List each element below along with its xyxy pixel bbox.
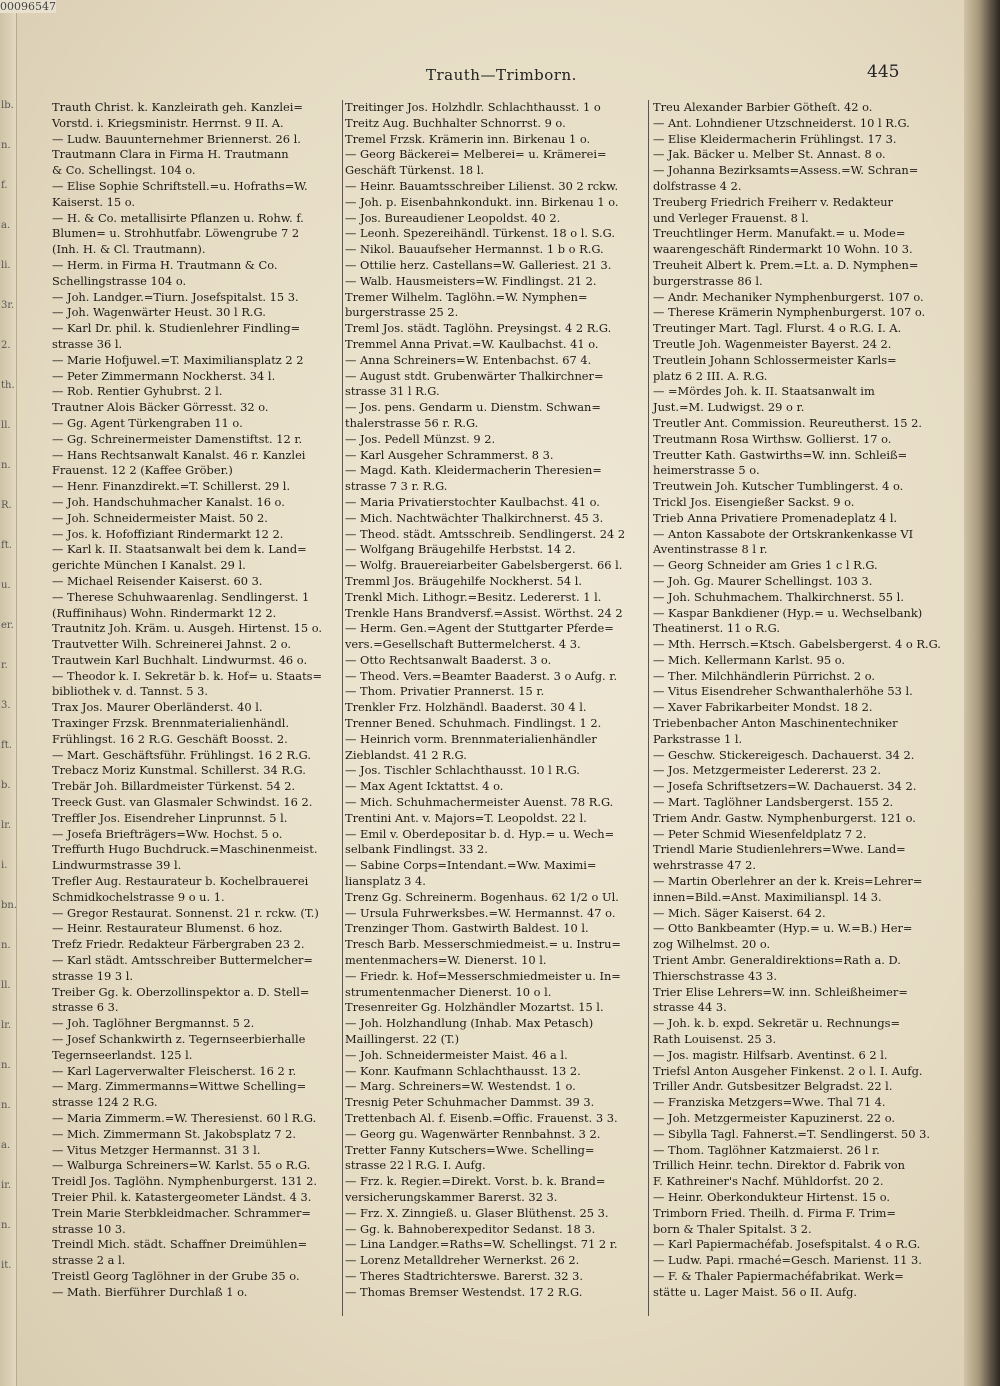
directory-subentry: — Theod. Vers.=Beamter Baaderst. 3 o Aufg. r. bbox=[345, 668, 618, 683]
directory-entry: Trenkle Hans Brandversf.=Assist. Wörthst. 24 2 bbox=[345, 605, 623, 620]
directory-subentry: — Xaver Fabrikarbeiter Mondst. 18 2. bbox=[653, 700, 873, 715]
previous-page-fragment: r. bbox=[1, 660, 8, 671]
directory-entry: Frühlingst. 16 2 R.G. Geschäft Boosst. 2. bbox=[52, 731, 288, 746]
directory-subentry: — Joh. Metzgermeister Kapuzinerst. 22 o. bbox=[653, 1111, 896, 1125]
previous-page-fragment: n. bbox=[1, 940, 11, 951]
directory-column-1 bbox=[52, 100, 338, 1301]
directory-subentry: — Rob. Rentier Gyhubrst. 2 l. bbox=[52, 384, 223, 399]
directory-entry: Trickl Jos. Eisengießer Sackst. 9 o. bbox=[653, 494, 855, 509]
previous-page-fragment: ir. bbox=[1, 1180, 12, 1191]
directory-subentry: — Ludw. Papi. rmaché=Gesch. Marienst. 11 3. bbox=[653, 1253, 922, 1268]
directory-subentry: — Jos. magistr. Hilfsarb. Aventinst. 6 2 l. bbox=[653, 1047, 888, 1062]
directory-entry: Tremmel Anna Privat.=W. Kaulbachst. 41 o. bbox=[345, 336, 599, 351]
directory-subentry: — Franziska Metzgers=Wwe. Thal 71 4. bbox=[653, 1095, 886, 1110]
directory-subentry: — Gg. Agent Türkengraben 11 o. bbox=[52, 415, 243, 430]
directory-subentry: — Joh. k. b. expd. Sekretär u. Rechnungs= bbox=[653, 1016, 901, 1031]
directory-entry: Tretter Fanny Kutschers=Wwe. Schelling= bbox=[345, 1142, 595, 1157]
directory-entry: Treiber Gg. k. Oberzollinspektor a. D. Stell= bbox=[52, 984, 310, 999]
directory-subentry: — Leonh. Spezereihändl. Türkenst. 18 o l. S.G. bbox=[345, 226, 615, 241]
directory-subentry: — Georg Schneider am Gries 1 c l R.G. bbox=[653, 558, 878, 573]
directory-subentry: — F. & Thaler Papiermachéfabrikat. Werk= bbox=[653, 1268, 904, 1283]
directory-entry: Trautvetter Wilh. Schreinerei Jahnst. 2 o. bbox=[52, 637, 291, 652]
directory-entry: Trautwein Karl Buchhalt. Lindwurmst. 46 o. bbox=[52, 652, 308, 667]
directory-subentry: — Otto Bankbeamter (Hyp.= u. W.=B.) Her= bbox=[653, 921, 913, 936]
directory-entry: Treutinger Mart. Tagl. Flurst. 4 o R.G. I. A. bbox=[653, 321, 902, 336]
directory-entry: Treutler Ant. Commission. Reureutherst. 15 2. bbox=[653, 415, 923, 430]
directory-subentry: — August stdt. Grubenwärter Thalkirchner= bbox=[345, 368, 604, 383]
directory-subentry: — Herm. Gen.=Agent der Stuttgarter Pferde= bbox=[345, 621, 614, 636]
directory-entry: Zieblandst. 41 2 R.G. bbox=[345, 747, 467, 762]
previous-page-fragment: it. bbox=[1, 1260, 12, 1271]
directory-subentry: — Henr. Finanzdirekt.=T. Schillerst. 29 l. bbox=[52, 479, 291, 494]
directory-subentry: — Kaspar Bankdiener (Hyp.= u. Wechselbank) bbox=[653, 605, 923, 620]
directory-subentry: — Karl Ausgeher Schrammerst. 8 3. bbox=[345, 447, 554, 462]
directory-subentry: — Josefa Schriftsetzers=W. Dachauerst. 34 2. bbox=[653, 779, 917, 794]
directory-entry: strasse 2 a l. bbox=[52, 1253, 126, 1268]
directory-entry: Trettenbach Al. f. Eisenb.=Offic. Frauenst. 3 3. bbox=[345, 1111, 618, 1125]
directory-entry: Traxinger Frzsk. Brennmaterialienhändl. bbox=[52, 716, 290, 731]
directory-entry: vers.=Gesellschaft Buttermelcherst. 4 3. bbox=[345, 637, 581, 652]
previous-page-fragment: n. bbox=[1, 1060, 11, 1071]
directory-entry: Trautner Alois Bäcker Görresst. 32 o. bbox=[52, 400, 269, 415]
directory-subentry: — Vitus Eisendreher Schwanthalerhöhe 53 l. bbox=[653, 684, 913, 699]
directory-subentry: — Joh. Wagenwärter Heust. 30 l R.G. bbox=[52, 305, 266, 320]
directory-subentry: — Karl Dr. phil. k. Studienlehrer Findling= bbox=[52, 321, 301, 336]
directory-subentry: — Karl Papiermachéfab. Josefspitalst. 4 o R.G. bbox=[653, 1237, 921, 1252]
page-header bbox=[0, 62, 1000, 88]
directory-subentry: — Joh. Handschuhmacher Kanalst. 16 o. bbox=[52, 494, 285, 509]
directory-subentry: — Joh. Holzhandlung (Inhab. Max Petasch) bbox=[345, 1016, 594, 1031]
directory-entry: Triebenbacher Anton Maschinentechniker bbox=[653, 716, 898, 731]
directory-subentry: — Walb. Hausmeisters=W. Findlingst. 21 2. bbox=[345, 273, 597, 288]
directory-entry: Trebacz Moriz Kunstmal. Schillerst. 34 R.G. bbox=[52, 763, 306, 778]
directory-entry: Treutwein Joh. Kutscher Tumblingerst. 4 o. bbox=[653, 479, 904, 494]
directory-entry: Theatinerst. 11 o R.G. bbox=[653, 621, 780, 636]
directory-entry: Triendl Marie Studienlehrers=Wwe. Land= bbox=[653, 842, 906, 857]
directory-entry: mentenmachers=W. Dienerst. 10 l. bbox=[345, 953, 547, 968]
directory-subentry: — Konr. Kaufmann Schlachthausst. 13 2. bbox=[345, 1063, 581, 1078]
directory-subentry: — Andr. Mechaniker Nymphenburgerst. 107 o. bbox=[653, 289, 924, 304]
directory-subentry: — Wolfgang Bräugehilfe Herbstst. 14 2. bbox=[345, 542, 576, 557]
directory-entry: Thierschstrasse 43 3. bbox=[653, 968, 778, 983]
directory-subentry: — Lorenz Metalldreher Wernerkst. 26 2. bbox=[345, 1253, 580, 1268]
directory-subentry: — Heinr. Restaurateur Blumenst. 6 hoz. bbox=[52, 921, 283, 936]
directory-entry: strasse 31 l R.G. bbox=[345, 384, 440, 399]
directory-subentry: — Elise Sophie Schriftstell.=u. Hofraths=W. bbox=[52, 178, 308, 193]
directory-entry: Treu Alexander Barbier Götheſt. 42 o. bbox=[653, 100, 873, 114]
directory-subentry: — Heinrich vorm. Brennmaterialienhändler bbox=[345, 731, 597, 746]
directory-entry: Aventinstrasse 8 l r. bbox=[653, 542, 768, 557]
directory-entry: Trenkl Mich. Lithogr.=Besitz. Ledererst. 1 l. bbox=[345, 589, 602, 604]
directory-entry: Trein Marie Sterbkleidmacher. Schrammer= bbox=[52, 1205, 311, 1220]
directory-entry: Trient Ambr. Generaldirektions=Rath a. D. bbox=[653, 953, 901, 968]
directory-subentry: — Karl städt. Amtsschreiber Buttermelcher= bbox=[52, 953, 313, 968]
directory-subentry: — Sabine Corps=Intendant.=Ww. Maximi= bbox=[345, 858, 597, 873]
directory-entry: Trenzinger Thom. Gastwirth Baldest. 10 l. bbox=[345, 921, 589, 936]
directory-entry: Trauth Christ. k. Kanzleirath geh. Kanzlei= bbox=[52, 100, 303, 114]
running-head: Trauth—Trimborn. bbox=[426, 66, 577, 84]
directory-subentry: — Jos. pens. Gendarm u. Dienstm. Schwan= bbox=[345, 400, 601, 415]
directory-subentry: — Mart. Geschäftsführ. Frühlingst. 16 2 R.G. bbox=[52, 747, 311, 762]
directory-entry: Blumen= u. Strohhutfabr. Löwengrube 7 2 bbox=[52, 226, 300, 241]
directory-subentry: — Ant. Lohndiener Utzschneiderst. 10 l R.G. bbox=[653, 115, 910, 130]
directory-subentry: — Gg. k. Bahnoberexpeditor Sedanst. 18 3. bbox=[345, 1221, 596, 1236]
directory-entry: Treuberg Friedrich Freiherr v. Redakteur bbox=[653, 194, 894, 209]
directory-entry: Trentini Ant. v. Majors=T. Leopoldst. 22 l. bbox=[345, 810, 587, 825]
previous-page-fragment: li. bbox=[1, 260, 11, 271]
previous-page-fragment: ll. bbox=[1, 420, 11, 431]
previous-page-fragment: n. bbox=[1, 140, 11, 151]
directory-subentry: — Mich. Zimmermann St. Jakobsplatz 7 2. bbox=[52, 1126, 297, 1141]
directory-entry: strasse 22 l R.G. I. Aufg. bbox=[345, 1158, 486, 1173]
directory-subentry: — Karl k. II. Staatsanwalt bei dem k. Land= bbox=[52, 542, 307, 557]
directory-subentry: — Therese Krämerin Nymphenburgerst. 107 o. bbox=[653, 305, 926, 320]
directory-subentry: — Jos. Pedell Münzst. 9 2. bbox=[345, 431, 496, 446]
previous-page-fragment: 3. bbox=[1, 700, 11, 711]
directory-subentry: — Theod. städt. Amtsschreib. Sendlingerst. 24 2 bbox=[345, 526, 626, 541]
directory-subentry: — H. & Co. metallisirte Pflanzen u. Rohw. f. bbox=[52, 210, 304, 225]
directory-entry: innen=Bild.=Anst. Maximilianspl. 14 3. bbox=[653, 889, 882, 904]
directory-subentry: — Otto Rechtsanwalt Baaderst. 3 o. bbox=[345, 652, 552, 667]
directory-entry: Tremel Frzsk. Krämerin inn. Birkenau 1 o. bbox=[345, 131, 591, 146]
directory-entry: Treistl Georg Taglöhner in der Grube 35 o. bbox=[52, 1268, 300, 1283]
directory-entry: platz 6 2 III. A. R.G. bbox=[653, 368, 768, 383]
directory-entry: Tremer Wilhelm. Taglöhn.=W. Nymphen= bbox=[345, 289, 588, 304]
directory-subentry: — Max Agent Icktattst. 4 o. bbox=[345, 779, 504, 794]
directory-entry: Treutter Kath. Gastwirths=W. inn. Schleiß= bbox=[653, 447, 908, 462]
directory-subentry: — Frz. X. Zinngieß. u. Glaser Blüthenst. 25 3. bbox=[345, 1205, 609, 1220]
directory-entry: zog Wilhelmst. 20 o. bbox=[653, 937, 771, 952]
directory-subentry: — Josefa Briefträgers=Ww. Hochst. 5 o. bbox=[52, 826, 283, 841]
directory-entry: waarengeschäft Rindermarkt 10 Wohn. 10 3. bbox=[653, 242, 913, 257]
previous-page-fragment: n. bbox=[1, 1220, 11, 1231]
directory-entry: Trefz Friedr. Redakteur Färbergraben 23 2. bbox=[52, 937, 305, 952]
previous-page-fragment: i. bbox=[1, 860, 8, 871]
directory-subentry: — Joh. Gg. Maurer Schellingst. 103 3. bbox=[653, 573, 873, 588]
directory-subentry: — Gg. Schreinermeister Damenstiftst. 12 r. bbox=[52, 431, 303, 446]
directory-entry: Triem Andr. Gastw. Nymphenburgerst. 121 o. bbox=[653, 810, 916, 825]
directory-entry: Frauenst. 12 2 (Kaffee Gröber.) bbox=[52, 463, 233, 478]
directory-subentry: — Maria Zimmerm.=W. Theresienst. 60 l R.G. bbox=[52, 1111, 317, 1125]
directory-subentry: — =Mördes Joh. k. II. Staatsanwalt im bbox=[653, 384, 875, 399]
previous-page-fragment: ll. bbox=[1, 980, 11, 991]
directory-entry: Treuheit Albert k. Prem.=Lt. a. D. Nymphen= bbox=[653, 257, 919, 272]
previous-page-fragment: n. bbox=[1, 1100, 11, 1111]
directory-entry: strasse 6 3. bbox=[52, 1000, 119, 1015]
directory-subentry: — Karl Lagerverwalter Fleischerst. 16 2 r. bbox=[52, 1063, 297, 1078]
directory-entry: Trax Jos. Maurer Oberländerst. 40 l. bbox=[52, 700, 263, 715]
directory-subentry: — Theodor k. I. Sekretär b. k. Hof= u. Staats= bbox=[52, 668, 323, 683]
directory-subentry: — Jos. k. Hofoffiziant Rindermarkt 12 2. bbox=[52, 526, 284, 541]
directory-subentry: — Hans Rechtsanwalt Kanalst. 46 r. Kanzlei bbox=[52, 447, 306, 462]
directory-column-3 bbox=[653, 100, 941, 1301]
directory-entry: Lindwurmstrasse 39 l. bbox=[52, 858, 182, 873]
directory-column-2 bbox=[345, 100, 627, 1301]
directory-subentry: — Theres Stadtrichterswe. Barerst. 32 3. bbox=[345, 1268, 583, 1283]
directory-entry: (Ruffinihaus) Wohn. Rindermarkt 12 2. bbox=[52, 605, 277, 620]
page-number: 445 bbox=[867, 62, 900, 82]
directory-entry: wehrstrasse 47 2. bbox=[653, 858, 756, 873]
previous-page-fragment: a. bbox=[1, 1140, 11, 1151]
directory-subentry: — Heinr. Bauamtsschreiber Lilienst. 30 2 rckw. bbox=[345, 178, 619, 193]
directory-subentry: — Anton Kassabote der Ortskrankenkasse VI bbox=[653, 526, 914, 541]
directory-entry: Tresenreiter Gg. Holzhändler Mozartst. 15 l. bbox=[345, 1000, 604, 1015]
directory-subentry: — Thom. Privatier Prannerst. 15 r. bbox=[345, 684, 545, 699]
directory-subentry: — Gregor Restaurat. Sonnenst. 21 r. rckw. (T.) bbox=[52, 905, 319, 920]
previous-page-fragment: lr. bbox=[1, 1020, 12, 1031]
directory-subentry: — Josef Schankwirth z. Tegernseerbierhalle bbox=[52, 1032, 306, 1047]
directory-subentry: — Sibylla Tagl. Fahnerst.=T. Sendlingerst. 50 3. bbox=[653, 1126, 931, 1141]
directory-entry: Tegernseerlandst. 125 l. bbox=[52, 1047, 193, 1062]
previous-page-fragment: a. bbox=[1, 220, 11, 231]
directory-subentry: — Joh. p. Eisenbahnkondukt. inn. Birkenau 1 o. bbox=[345, 194, 619, 209]
previous-page-edge bbox=[0, 0, 56, 1386]
directory-entry: Treml Jos. städt. Taglöhn. Preysingst. 4 2 R.G. bbox=[345, 321, 612, 336]
directory-entry: Schmidkochelstrasse 9 o u. 1. bbox=[52, 889, 225, 904]
directory-entry: Trimborn Fried. Theilh. d. Firma F. Trim= bbox=[653, 1205, 896, 1220]
directory-subentry: — Peter Zimmermann Nockherst. 34 l. bbox=[52, 368, 276, 383]
directory-entry: bibliothek v. d. Tannst. 5 3. bbox=[52, 684, 208, 699]
directory-subentry: — Jak. Bäcker u. Melber St. Annast. 8 o. bbox=[653, 147, 886, 162]
directory-subentry: — Mich. Säger Kaiserst. 64 2. bbox=[653, 905, 826, 920]
column-divider bbox=[648, 100, 649, 1316]
directory-subentry: — Georg Bäckerei= Melberei= u. Krämerei= bbox=[345, 147, 607, 162]
directory-entry: thalerstrasse 56 r. R.G. bbox=[345, 415, 479, 430]
directory-subentry: — Jos. Tischler Schlachthausst. 10 l R.G. bbox=[345, 763, 580, 778]
directory-subentry: — Heinr. Oberkondukteur Hirtenst. 15 o. bbox=[653, 1189, 890, 1204]
directory-entry: Trebär Joh. Billardmeister Türkenst. 54 2. bbox=[52, 779, 296, 794]
directory-subentry: — Thom. Taglöhner Katzmaierst. 26 l r. bbox=[653, 1142, 880, 1157]
directory-subentry: — Anna Schreiners=W. Entenbachst. 67 4. bbox=[345, 352, 592, 367]
directory-entry: heimerstrasse 5 o. bbox=[653, 463, 760, 478]
directory-entry: Trier Elise Lehrers=W. inn. Schleißheimer= bbox=[653, 984, 908, 999]
directory-subentry: — Johanna Bezirksamts=Assess.=W. Schran= bbox=[653, 163, 919, 178]
directory-subentry: — Marg. Zimmermanns=Wittwe Schelling= bbox=[52, 1079, 307, 1094]
directory-entry: und Verleger Frauenst. 8 l. bbox=[653, 210, 809, 225]
directory-entry: strasse 19 3 l. bbox=[52, 968, 133, 983]
directory-subentry: — Mart. Taglöhner Landsbergerst. 155 2. bbox=[653, 795, 894, 810]
directory-entry: versicherungskammer Barerst. 32 3. bbox=[345, 1189, 558, 1204]
directory-entry: Geschäft Türkenst. 18 l. bbox=[345, 163, 485, 178]
directory-subentry: — Vitus Metzger Hermannst. 31 3 l. bbox=[52, 1142, 261, 1157]
directory-subentry: — Math. Bierführer Durchlaß 1 o. bbox=[52, 1284, 248, 1299]
directory-entry: Maillingerst. 22 (T.) bbox=[345, 1032, 460, 1047]
previous-page-fragment: er. bbox=[1, 620, 14, 631]
directory-entry: F. Kathreiner's Nachf. Mühldorfst. 20 2. bbox=[653, 1174, 884, 1189]
directory-entry: Triller Andr. Gutsbesitzer Belgradst. 22 l. bbox=[653, 1079, 893, 1094]
directory-subentry: — Friedr. k. Hof=Messerschmiedmeister u. In= bbox=[345, 968, 621, 983]
directory-subentry: — Ottilie herz. Castellans=W. Galleriest. 21 3. bbox=[345, 257, 612, 272]
directory-subentry: — Georg gu. Wagenwärter Rennbahnst. 3 2. bbox=[345, 1126, 601, 1141]
directory-entry: Schellingstrasse 104 o. bbox=[52, 273, 187, 288]
directory-subentry: — Mich. Nachtwächter Thalkirchnerst. 45 3. bbox=[345, 510, 604, 525]
directory-subentry: — Lina Landger.=Raths=W. Schellingst. 71 2 r. bbox=[345, 1237, 618, 1252]
directory-subentry: — Magd. Kath. Kleidermacherin Theresien= bbox=[345, 463, 602, 478]
directory-subentry: — Joh. Schneidermeister Maist. 46 a l. bbox=[345, 1047, 568, 1062]
directory-entry: (Inh. H. & Cl. Trautmann). bbox=[52, 242, 206, 257]
directory-entry: Treutlein Johann Schlossermeister Karls= bbox=[653, 352, 897, 367]
directory-entry: liansplatz 3 4. bbox=[345, 874, 426, 889]
directory-subentry: — Thomas Bremser Westendst. 17 2 R.G. bbox=[345, 1284, 583, 1299]
directory-subentry: — Joh. Landger.=Tiurn. Josefspitalst. 15 3. bbox=[52, 289, 299, 304]
directory-entry: Kaiserst. 15 o. bbox=[52, 194, 136, 209]
directory-entry: dolfstrasse 4 2. bbox=[653, 178, 742, 193]
directory-subentry: — Ursula Fuhrwerksbes.=W. Hermannst. 47 o. bbox=[345, 905, 616, 920]
directory-entry: Trenkler Frz. Holzhändl. Baaderst. 30 4 l. bbox=[345, 700, 587, 715]
directory-subentry: — Joh. Schneidermeister Maist. 50 2. bbox=[52, 510, 268, 525]
directory-entry: Trenner Bened. Schuhmach. Findlingst. 1 2. bbox=[345, 716, 602, 731]
directory-subentry: — Mich. Kellermann Karlst. 95 o. bbox=[653, 652, 846, 667]
previous-page-fragment: ft. bbox=[1, 540, 12, 551]
directory-subentry: — Wolfg. Brauereiarbeiter Gabelsbergerst. 66 l. bbox=[345, 558, 623, 573]
directory-entry: strasse 10 3. bbox=[52, 1221, 126, 1236]
book-spine-shadow bbox=[964, 0, 1000, 1386]
directory-subentry: — Jos. Bureaudiener Leopoldst. 40 2. bbox=[345, 210, 561, 225]
directory-subentry: — Martin Oberlehrer an der k. Kreis=Lehrer= bbox=[653, 874, 923, 889]
directory-subentry: — Mth. Herrsch.=Ktsch. Gabelsbergerst. 4 o R.G. bbox=[653, 637, 941, 652]
previous-page-fragment: lr. bbox=[1, 820, 12, 831]
previous-page-fragment: lb. bbox=[1, 100, 14, 111]
directory-entry: Treuchtlinger Herm. Manufakt.= u. Mode= bbox=[653, 226, 906, 241]
directory-subentry: — Nikol. Bauaufseher Hermannst. 1 b o R.G. bbox=[345, 242, 604, 257]
directory-subentry: — Jos. Metzgermeister Ledererst. 23 2. bbox=[653, 763, 882, 778]
directory-subentry: — Elise Kleidermacherin Frühlingst. 17 3. bbox=[653, 131, 897, 146]
directory-entry: Triefsl Anton Ausgeher Finkenst. 2 o l. I. Aufg. bbox=[653, 1063, 923, 1078]
previous-page-fragment: b. bbox=[1, 780, 11, 791]
directory-entry: Treier Phil. k. Katastergeometer Ländst. 4 3. bbox=[52, 1189, 312, 1204]
directory-entry: burgerstrasse 86 l. bbox=[653, 273, 763, 288]
directory-entry: Just.=M. Ludwigst. 29 o r. bbox=[653, 400, 805, 415]
previous-page-fragment: 3r. bbox=[1, 300, 15, 311]
directory-entry: Trautmann Clara in Firma H. Trautmann bbox=[52, 147, 289, 162]
directory-entry: burgerstrasse 25 2. bbox=[345, 305, 459, 320]
directory-entry: & Co. Schellingst. 104 o. bbox=[52, 163, 196, 178]
directory-entry: Treffler Jos. Eisendreher Linprunnst. 5 l. bbox=[52, 810, 288, 825]
directory-entry: stätte u. Lager Maist. 56 o II. Aufg. bbox=[653, 1284, 858, 1299]
directory-entry: Tresnig Peter Schuhmacher Dammst. 39 3. bbox=[345, 1095, 595, 1110]
directory-entry: strasse 124 2 R.G. bbox=[52, 1095, 158, 1110]
directory-entry: strasse 36 l. bbox=[52, 336, 123, 351]
directory-entry: strasse 44 3. bbox=[653, 1000, 727, 1015]
previous-page-fragment: ft. bbox=[1, 740, 12, 751]
directory-subentry: — Herm. in Firma H. Trautmann & Co. bbox=[52, 257, 278, 272]
directory-subentry: — Ludw. Bauunternehmer Briennerst. 26 l. bbox=[52, 131, 301, 146]
directory-entry: born & Thaler Spitalst. 3 2. bbox=[653, 1221, 812, 1236]
directory-entry: Treidl Jos. Taglöhn. Nymphenburgerst. 131 2. bbox=[52, 1174, 318, 1189]
directory-subentry: — Joh. Schuhmachem. Thalkirchnerst. 55 l. bbox=[653, 589, 904, 604]
directory-entry: gerichte München I Kanalst. 29 l. bbox=[52, 558, 246, 573]
directory-entry: strasse 7 3 r. R.G. bbox=[345, 479, 448, 494]
directory-subentry: — Mich. Schuhmachermeister Auenst. 78 R.G. bbox=[345, 795, 614, 810]
column-divider bbox=[342, 100, 343, 1316]
directory-entry: Treffurth Hugo Buchdruck.=Maschinenmeist. bbox=[52, 842, 318, 857]
directory-entry: Trautnitz Joh. Kräm. u. Ausgeh. Hirtenst. 15 o. bbox=[52, 621, 323, 636]
directory-subentry: — Emil v. Oberdepositar b. d. Hyp.= u. Wech= bbox=[345, 826, 615, 841]
directory-entry: Trenz Gg. Schreinerm. Bogenhaus. 62 1/2 o Ul. bbox=[345, 889, 619, 904]
directory-entry: Vorstd. i. Kriegsministr. Herrnst. 9 II. A. bbox=[52, 115, 284, 130]
directory-entry: Treindl Mich. städt. Schaffner Dreimühlen= bbox=[52, 1237, 308, 1252]
directory-subentry: — Therese Schuhwaarenlag. Sendlingerst. 1 bbox=[52, 589, 310, 604]
previous-page-fragment: n. bbox=[1, 460, 11, 471]
previous-page-fragment: th. bbox=[1, 380, 15, 391]
directory-subentry: — Geschw. Stickereigesch. Dachauerst. 34 2. bbox=[653, 747, 915, 762]
previous-page-fragment: 2. bbox=[1, 340, 11, 351]
directory-entry: Treitz Aug. Buchhalter Schnorrst. 9 o. bbox=[345, 115, 566, 130]
directory-subentry: — Peter Schmid Wiesenfeldplatz 7 2. bbox=[653, 826, 867, 841]
previous-page-fragment: R. bbox=[1, 500, 12, 511]
directory-subentry: — Walburga Schreiners=W. Karlst. 55 o R.G. bbox=[52, 1158, 311, 1173]
directory-entry: Tremml Jos. Bräugehilfe Nockherst. 54 l. bbox=[345, 573, 583, 588]
directory-entry: Tresch Barb. Messerschmiedmeist.= u. Instru= bbox=[345, 937, 621, 952]
directory-entry: Treutle Joh. Wagenmeister Bayerst. 24 2. bbox=[653, 336, 892, 351]
directory-subentry: — Maria Privatierstochter Kaulbachst. 41 o. bbox=[345, 494, 600, 509]
directory-entry: Treutmann Rosa Wirthsw. Gollierst. 17 o. bbox=[653, 431, 892, 446]
directory-entry: Parkstrasse 1 l. bbox=[653, 731, 743, 746]
directory-entry: Treeck Gust. van Glasmaler Schwindst. 16 2. bbox=[52, 795, 313, 810]
directory-entry: Trieb Anna Privatiere Promenadeplatz 4 l. bbox=[653, 510, 898, 525]
directory-entry: Trefler Aug. Restaurateur b. Kochelbrauerei bbox=[52, 874, 309, 889]
directory-subentry: — Joh. Taglöhner Bergmannst. 5 2. bbox=[52, 1016, 255, 1031]
previous-page-fragment: u. bbox=[1, 580, 11, 591]
directory-subentry: — Marg. Schreiners=W. Westendst. 1 o. bbox=[345, 1079, 576, 1094]
directory-entry: selbank Findlingst. 33 2. bbox=[345, 842, 488, 857]
directory-entry: Trillich Heinr. techn. Direktor d. Fabrik von bbox=[653, 1158, 905, 1173]
directory-entry: Rath Louisenst. 25 3. bbox=[653, 1032, 777, 1047]
directory-subentry: — Michael Reisender Kaiserst. 60 3. bbox=[52, 573, 263, 588]
directory-entry: strumentenmacher Dienerst. 10 o l. bbox=[345, 984, 552, 999]
previous-page-fragment: f. bbox=[1, 180, 8, 191]
directory-subentry: — Marie Hofjuwel.=T. Maximiliansplatz 2 2 bbox=[52, 352, 304, 367]
directory-entry: Treitinger Jos. Holzhdlr. Schlachthausst. 1 o bbox=[345, 100, 601, 114]
previous-page-fragment: bn. bbox=[1, 900, 18, 911]
directory-subentry: — Ther. Milchhändlerin Pürrichst. 2 o. bbox=[653, 668, 876, 683]
scan-id: 00096547 bbox=[0, 0, 56, 13]
directory-subentry: — Frz. k. Regier.=Direkt. Vorst. b. k. Brand= bbox=[345, 1174, 606, 1189]
